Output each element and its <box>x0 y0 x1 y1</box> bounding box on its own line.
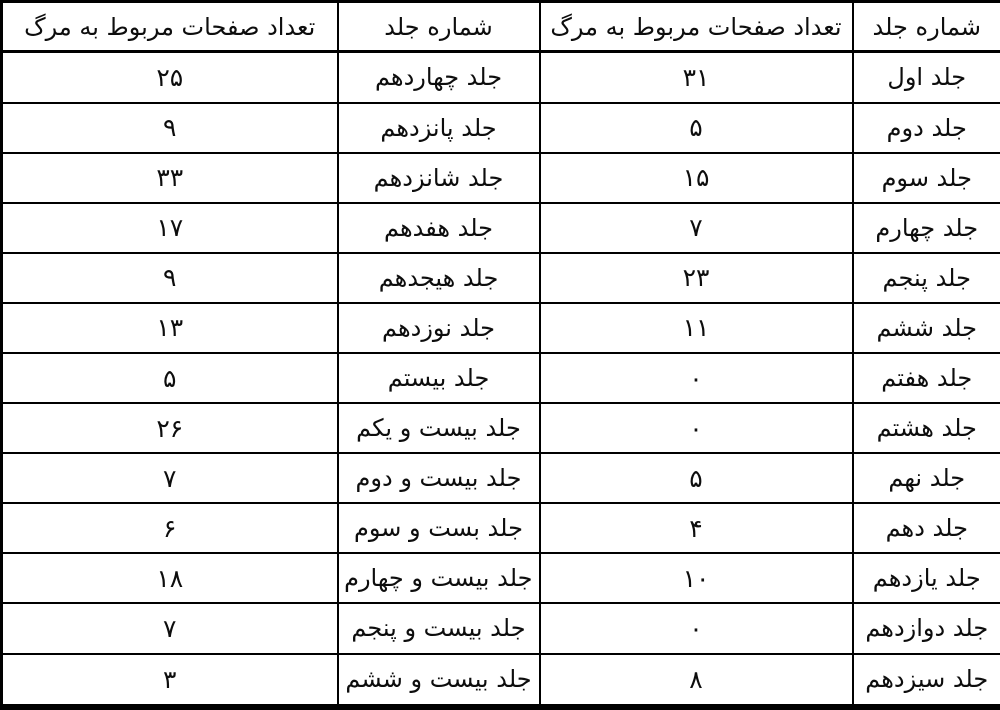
volume-cell: جلد سیزدهم <box>853 654 1000 707</box>
pages-cell: ۳۳ <box>2 153 338 203</box>
volume-cell: جلد سوم <box>853 153 1000 203</box>
pages-cell: ۵ <box>540 103 853 153</box>
volume-cell: جلد نوزدهم <box>338 303 540 353</box>
table-row <box>2 654 1000 707</box>
volume-cell: جلد نهم <box>853 453 1000 503</box>
volume-cell: جلد اول <box>853 52 1000 103</box>
pages-cell: ۱۸ <box>2 553 338 603</box>
table-row <box>2 103 1000 153</box>
pages-cell: ۷ <box>2 603 338 653</box>
volume-cell: جلد پنجم <box>853 253 1000 303</box>
pages-cell: ۳ <box>2 654 338 707</box>
pages-cell: ۹ <box>2 253 338 303</box>
volume-cell: جلد هفدهم <box>338 203 540 253</box>
pages-cell: ۱۳ <box>2 303 338 353</box>
volume-cell: جلد دهم <box>853 503 1000 553</box>
table-row <box>2 303 1000 353</box>
table-row <box>2 353 1000 403</box>
pages-cell: ۲۳ <box>540 253 853 303</box>
table-row <box>2 153 1000 203</box>
volume-cell: جلد دوازدهم <box>853 603 1000 653</box>
volume-cell: جلد هشتم <box>853 403 1000 453</box>
table-row <box>2 253 1000 303</box>
pages-cell: ۰ <box>540 603 853 653</box>
volume-cell: جلد بیست و دوم <box>338 453 540 503</box>
table-row <box>2 403 1000 453</box>
volume-cell: جلد یازدهم <box>853 553 1000 603</box>
pages-cell: ۰ <box>540 403 853 453</box>
table-row <box>2 603 1000 653</box>
pages-cell: ۷ <box>540 203 853 253</box>
table-row <box>2 453 1000 503</box>
table-row <box>2 503 1000 553</box>
pages-cell: ۱۱ <box>540 303 853 353</box>
table-row <box>2 52 1000 103</box>
table-row <box>2 203 1000 253</box>
volume-number-header-left: شماره جلد <box>338 2 540 52</box>
table-row <box>2 553 1000 603</box>
volume-cell: جلد بیست و ششم <box>338 654 540 707</box>
pages-cell: ۶ <box>2 503 338 553</box>
volume-cell: جلد هیجدهم <box>338 253 540 303</box>
volume-cell: جلد پانزدهم <box>338 103 540 153</box>
volume-cell: جلد بیست و چهارم <box>338 553 540 603</box>
volume-cell: جلد هفتم <box>853 353 1000 403</box>
volume-cell: جلد شانزدهم <box>338 153 540 203</box>
pages-cell: ۰ <box>540 353 853 403</box>
pages-cell: ۸ <box>540 654 853 707</box>
volume-number-header-right: شماره جلد <box>853 2 1000 52</box>
pages-cell: ۳۱ <box>540 52 853 103</box>
volume-cell: جلد بیستم <box>338 353 540 403</box>
pages-cell: ۹ <box>2 103 338 153</box>
table-header-row <box>2 2 1000 52</box>
volume-cell: جلد بیست و پنجم <box>338 603 540 653</box>
volume-cell: جلد بست و سوم <box>338 503 540 553</box>
death-pages-header-right: تعداد صفحات مربوط به مرگ <box>540 2 853 52</box>
volume-cell: جلد چهاردهم <box>338 52 540 103</box>
pages-cell: ۲۵ <box>2 52 338 103</box>
pages-cell: ۵ <box>540 453 853 503</box>
pages-cell: ۲۶ <box>2 403 338 453</box>
volume-cell: جلد دوم <box>853 103 1000 153</box>
pages-cell: ۷ <box>2 453 338 503</box>
pages-cell: ۵ <box>2 353 338 403</box>
pages-cell: ۱۰ <box>540 553 853 603</box>
pages-cell: ۴ <box>540 503 853 553</box>
volume-cell: جلد ششم <box>853 303 1000 353</box>
pages-cell: ۱۵ <box>540 153 853 203</box>
volume-cell: جلد بیست و یکم <box>338 403 540 453</box>
volume-cell: جلد چهارم <box>853 203 1000 253</box>
death-pages-header-left: تعداد صفحات مربوط به مرگ <box>2 2 338 52</box>
pages-cell: ۱۷ <box>2 203 338 253</box>
